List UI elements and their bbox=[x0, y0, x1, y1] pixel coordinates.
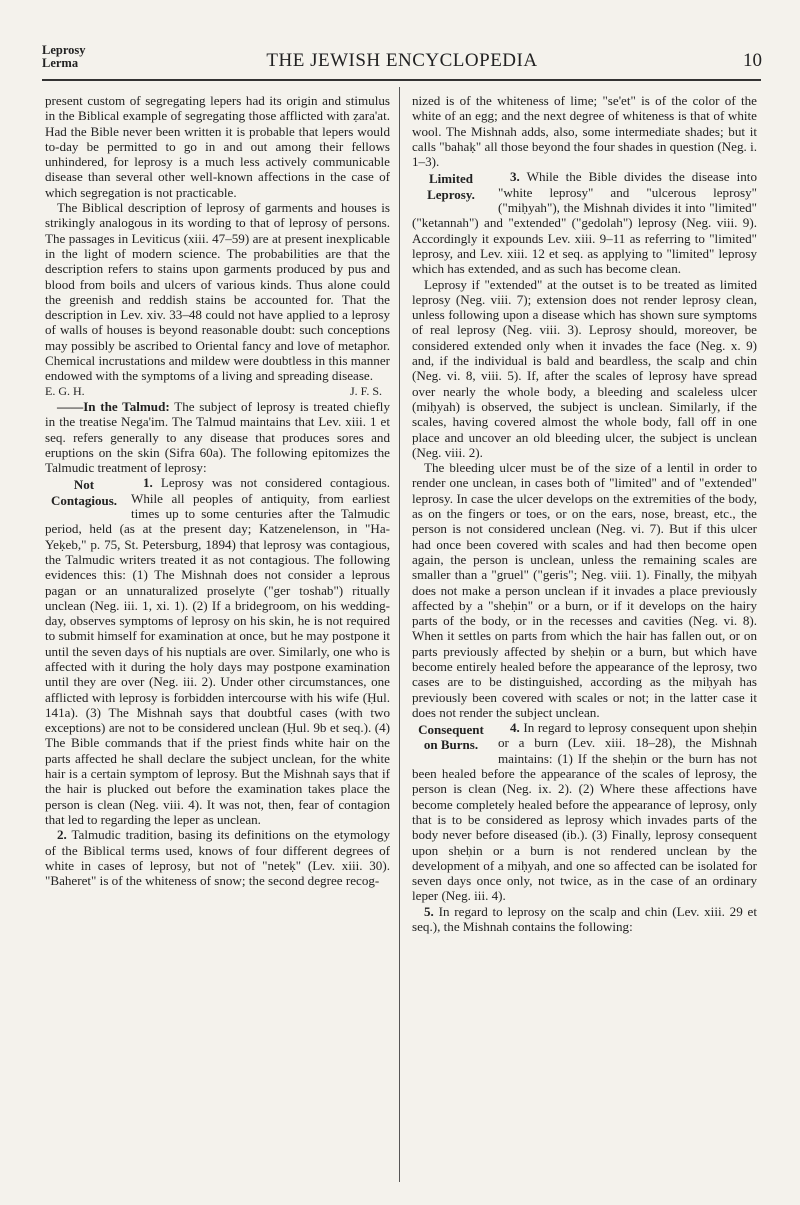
paragraph bbox=[45, 475, 390, 827]
item-number: 5. bbox=[424, 903, 434, 919]
page-number: 10 bbox=[743, 50, 762, 71]
running-head-line1: Leprosy bbox=[42, 43, 86, 57]
paragraph: The Biblical description of leprosy of garments and houses is strikingly analogous in its wording to that of leprosy of persons. The passages in Leviticus (xiii. 47–59) are at present inexplicable in the light of modern science. The probabilities are that the description refers to stains upon garments produced by pus and blood from boils and ulcers of various kinds. Thus alone could the greenish and reddish stains be accounted for. That the description in Lev. xiv. 33–48 could not have applied to a leprosy of walls of houses is beyond reasonable doubt: such conceptions may possibly be ascribed to Oriental fancy and love of metaphor. Chemical incrustations and mildew were doubtless in this manner endowed with the symptoms of a living and spreading disease. bbox=[45, 200, 390, 384]
paragraph: nized is of the whiteness of lime; "se'et" is of the color of the white of an egg; and the next degree of whiteness is that of white wool. The Mishnah adds, also, some intermediate shades; but it calls "bahaḳ" all those beyond the four shades in question (Neg. i. 1–3). bbox=[412, 93, 757, 170]
section-heading: ——In the Talmud: bbox=[57, 398, 170, 414]
paragraph-text: In regard to leprosy on the scalp and chin (Lev. xiii. 29 et seq.), the Mishnah contains the following: bbox=[412, 903, 757, 935]
running-head-line2: Lerma bbox=[42, 56, 79, 70]
side-heading: Not Contagious. bbox=[50, 477, 118, 508]
paragraph-text: In regard to leprosy consequent upon sheḥin or a burn (Lev. xiii. 18–28), the Mishnah maintains: (1) If the sheḥin or the burn has not been healed before the appearance of the scales of leprosy, the person is clean (Neg. ix. 2). (2) Where these affections have become completely healed before the appearance of leprosy, only that is to be considered as leprosy which invades parts of the body never before diseased (ib.). (3) Finally, leprosy consequent upon sheḥin or a burn is not rendered unclean by the development of a miḥyah, and one so affected can be isolated for seven days once only, not twice, as in the case of an ordinary leper (Neg. iii. 4). bbox=[412, 720, 757, 904]
column-divider bbox=[399, 87, 400, 1182]
encyclopedia-title: THE JEWISH ENCYCLOPEDIA bbox=[266, 50, 538, 71]
paragraph-text: The subject of leprosy is treated chiefly in the treatise Nega'im. The Talmud maintains that Lev. xiii. 1 et seq. refers generally to any disease that produces sores and eruptions on the skin (Sifra 60a). The following epitomizes the Talmudic treatment of leprosy: bbox=[45, 398, 390, 476]
right-column bbox=[412, 93, 757, 934]
header-rule bbox=[42, 79, 761, 81]
paragraph-text: While the Bible divides the disease into "white leprosy" and "ulcerous leprosy" ("miḥyah"), the Mishnah divides it into "limited" ("ketannah") and "extended" ("gedolah") leprosy (Neg. viii. 9). Accordingly it expounds Lev. xiii. 9–11 as referring to "limited" leprosy, and Lev. xiii. 12 et seq. as applying to "limited" leprosy which has extended, and as such has become clean. bbox=[412, 169, 757, 277]
item-number: 4. bbox=[510, 720, 520, 736]
left-column bbox=[45, 93, 390, 888]
item-number: 1. bbox=[143, 475, 153, 491]
paragraph bbox=[45, 827, 390, 888]
side-heading: Limited Leprosy. bbox=[427, 171, 475, 202]
paragraph bbox=[45, 399, 390, 475]
paragraph: The bleeding ulcer must be of the size of a lentil in order to render one unclean, in cases both of "limited" and of "extended" leprosy. In case the ulcer develops on the extremities of the body, as on the fingers or toes, or on the ears, nose, breast, etc., the person is not considered unclean (Neg. vi. 7). But if this ulcer had once been covered with scales and had then become open again, the person is unclean, unless the remaining scales are smaller than a "gruel" ("geris"; Neg. viii. 1). Finally, the miḥyah does not make a person unclean if it invades a place previously affected by a "sheḥin" or a burn, or if it develops on the hairy parts of the body, or in the recesses and cavities (Neg. vi. 8). When it settles on parts from which the hair has fallen out, or on parts previously affected by sheḥin or a burn, but which have become entirely healed before the appearance of the leprosy, two cases are to be distinguished, according as the miḥyah has previously been covered with scales or not; in the latter case it does not render the subject unclean. bbox=[412, 460, 757, 720]
paragraph: present custom of segregating lepers had its origin and stimulus in the Biblical example of segregating those afflicted with ẓara'at. Had the Bible never been written it is probable that lepers would to-day be permitted to go in and out among their fellows unhindered, for leprosy is a much less actively communicable disease than several other well-known affections in the case of which segregation is not practicable. bbox=[45, 93, 390, 200]
side-heading: Consequent on Burns. bbox=[418, 722, 484, 753]
page-header bbox=[42, 42, 762, 82]
paragraph bbox=[412, 169, 757, 276]
paragraph bbox=[412, 720, 757, 904]
item-number: 3. bbox=[510, 169, 520, 185]
paragraph bbox=[412, 904, 757, 935]
signature-left: E. G. H. bbox=[45, 383, 85, 398]
paragraph: Leprosy if "extended" at the outset is to be treated as limited leprosy (Neg. viii. 7); extension does not render leprosy clean, unless following upon a disease which has shown sure symptoms of real leprosy (Neg. viii. 3). Leprosy should, moreover, be considered extended only when it invades the face (Neg. x. 9) and, if the individual is bald and beardless, the scalp and chin (Neg. vi. 8, viii. 5). If, after the scales of leprosy have spread over nearly the whole body, a bleeding and scaleless ulcer (miḥyah) is observed, the subject is unclean. Similarly, if the scales, having covered almost the whole body, fall off in one place and uncover an old bleeding ulcer, the subject is unclean (Neg. viii. 2). bbox=[412, 276, 757, 460]
author-signature bbox=[45, 384, 390, 399]
item-number: 2. bbox=[57, 827, 67, 843]
paragraph-text: Talmudic tradition, basing its definitions on the etymology of the Biblical terms used, knows of four different degrees of white in cases of leprosy, but not of "neteḳ" (Lev. xiii. 30). "Baheret" is of the whiteness of snow; the second degree recog- bbox=[45, 827, 390, 889]
paragraph-text: Leprosy was not considered contagious. While all peoples of antiquity, from earliest times up to some centuries after the Talmudic period, held (as at the present day; Katzenelenson, in "Ha-Yeḳeb," p. 75, St. Petersburg, 1894) that leprosy was contagious, the Talmudic writers treated it as not contagious. The following evidences this: (1) The Mishnah does not consider a leprous pagan or an unnaturalized proselyte ("ger toshab") ritually unclean (Neg. iii. 1, xi. 1). (2) If a bridegroom, on his wedding-day, observes symptoms of leprosy on his skin, he is not required to submit himself for examination at once, but he may postpone it until the seven days of his nuptials are over. Similarly, one who is affected with it during the holy days may postpone examination until they are over (Neg. iii. 2). Under other circumstances, one afflicted with leprosy is forbidden intercourse with his wife (Ḥul. 141a). (3) The Mishnah says that doubtful cases (with two exceptions) are not to be considered unclean (Ḥul. 9b et seq.). (4) The Bible commands that if the priest finds white hair on the parts affected he shall declare the subject unclean, for the white hair is a certain symptom of leprosy. But the Mishnah says that if the hair is plucked out before the examination takes place the person is clean (Neg. viii. 4). It was not, then, fear of contagion that led to regarding the leper as unclean. bbox=[45, 475, 390, 827]
signature-right: J. F. S. bbox=[349, 383, 382, 398]
